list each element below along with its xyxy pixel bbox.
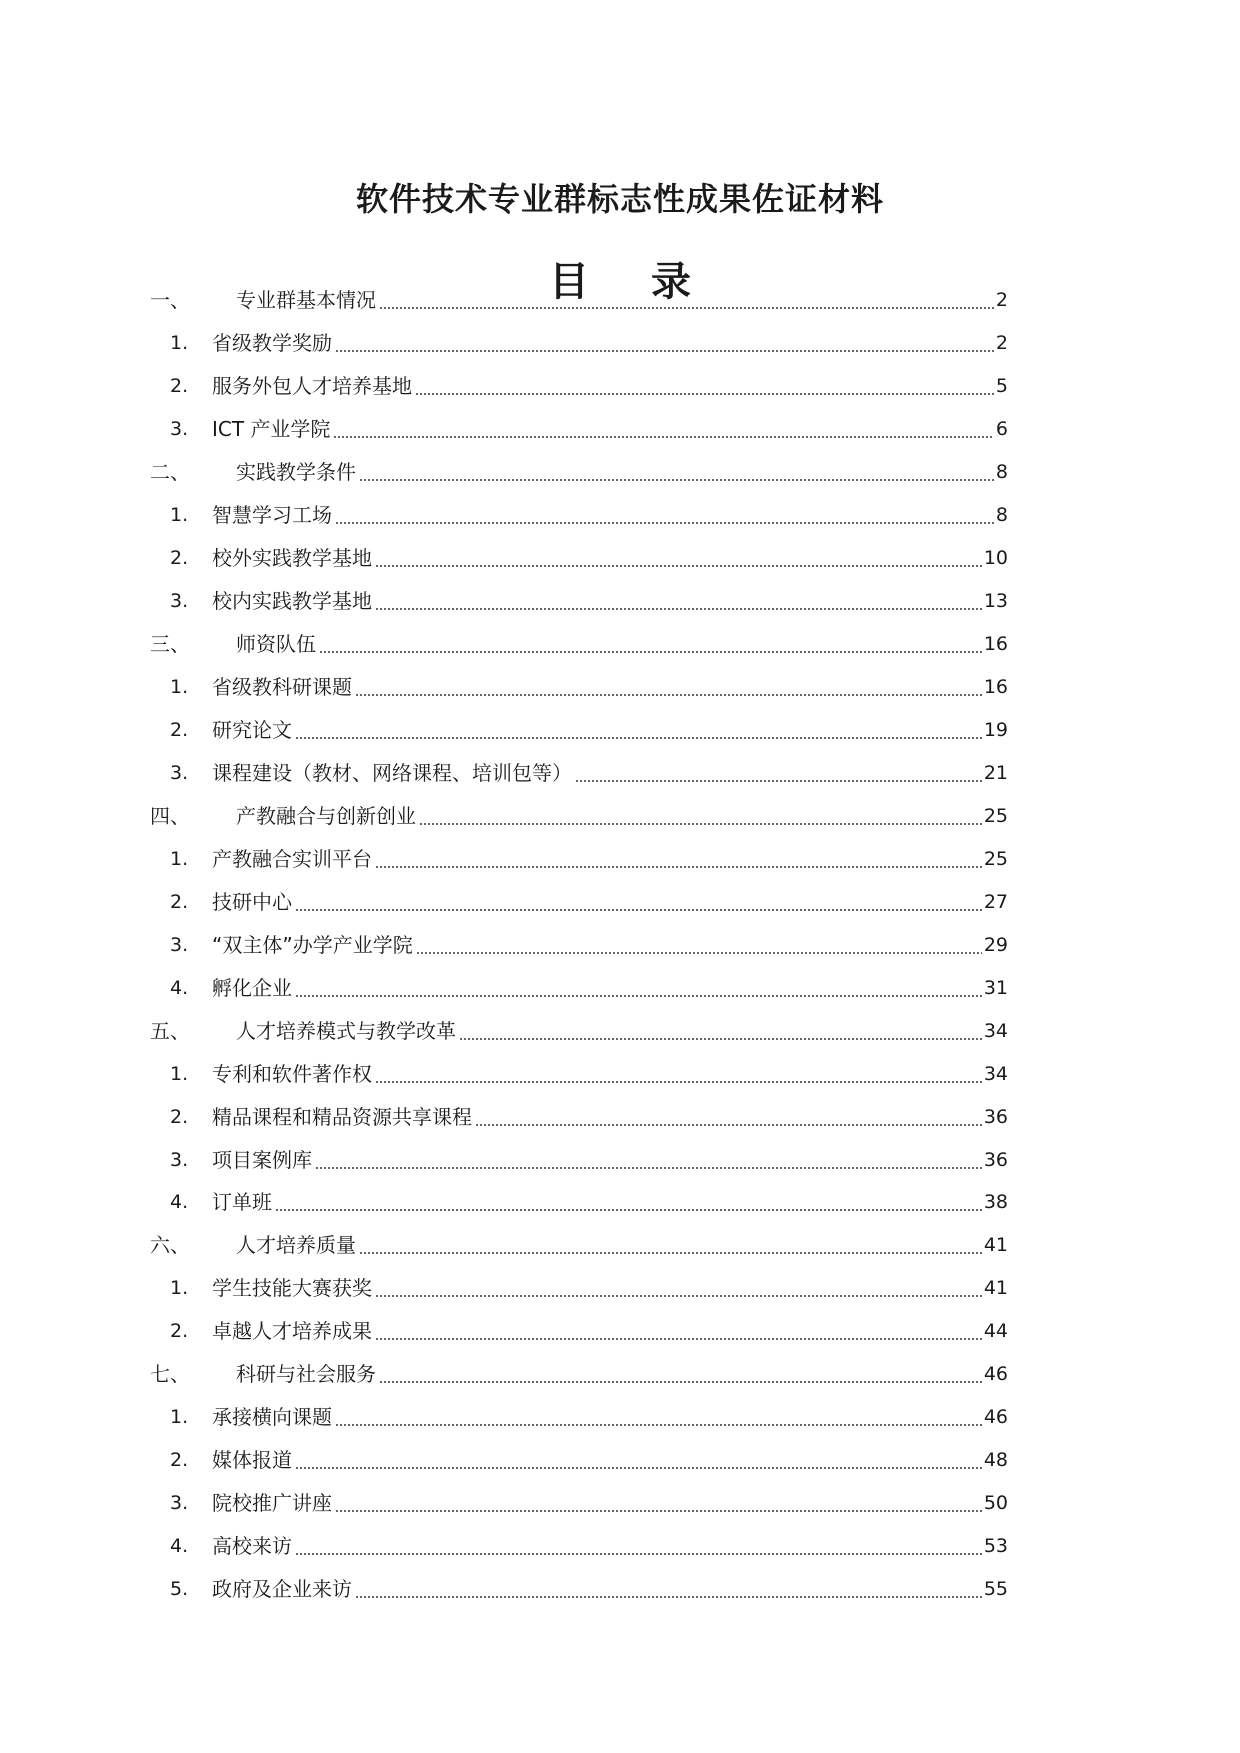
toc-dot-leader bbox=[475, 1124, 982, 1126]
toc-entry-label: 高校来访 bbox=[212, 1534, 292, 1559]
toc-entry-page-number: 36 bbox=[983, 1105, 1008, 1128]
toc-entry-page-number: 38 bbox=[983, 1191, 1008, 1214]
toc-entry-number: 1. bbox=[170, 847, 189, 870]
toc-entry-label: 校内实践教学基地 bbox=[212, 589, 372, 614]
toc-entry-number: 一、 bbox=[150, 288, 190, 313]
toc-dot-leader bbox=[335, 522, 994, 524]
toc-entry-page-number: 48 bbox=[983, 1449, 1008, 1472]
toc-entry-page-number: 13 bbox=[983, 590, 1008, 613]
toc-subsection-entry[interactable] bbox=[0, 709, 1240, 752]
toc-entry-label: “双主体”办学产业学院 bbox=[212, 932, 413, 957]
toc-entry-page-number: 41 bbox=[983, 1277, 1008, 1300]
toc-dot-leader bbox=[359, 1252, 982, 1254]
toc-dot-leader bbox=[379, 1381, 982, 1383]
toc-dot-leader bbox=[335, 350, 994, 352]
toc-entry-label: 产教融合与创新创业 bbox=[236, 803, 416, 828]
toc-entry-number: 3. bbox=[170, 1492, 189, 1515]
toc-dot-leader bbox=[459, 1038, 982, 1040]
toc-entry-page-number: 44 bbox=[983, 1320, 1008, 1343]
toc-entry-number: 1. bbox=[170, 1277, 189, 1300]
toc-entry-page-number: 16 bbox=[983, 676, 1008, 699]
toc-dot-leader bbox=[575, 780, 982, 782]
toc-entry-page-number: 34 bbox=[983, 1019, 1008, 1042]
toc-subsection-entry[interactable] bbox=[0, 1482, 1240, 1525]
toc-entry-label: 技研中心 bbox=[212, 889, 292, 914]
toc-entry-number: 六、 bbox=[150, 1233, 190, 1258]
toc-subsection-entry[interactable] bbox=[0, 751, 1240, 794]
toc-subsection-entry[interactable] bbox=[0, 537, 1240, 580]
toc-entry-number: 1. bbox=[170, 504, 189, 527]
toc-entry-page-number: 10 bbox=[983, 547, 1008, 570]
toc-entry-page-number: 16 bbox=[983, 633, 1008, 656]
toc-subsection-entry[interactable] bbox=[0, 580, 1240, 623]
toc-entry-number: 四、 bbox=[150, 803, 190, 828]
toc-dot-leader bbox=[295, 737, 982, 739]
toc-entry-label: 媒体报道 bbox=[212, 1448, 292, 1473]
toc-section-entry[interactable] bbox=[0, 794, 1240, 837]
toc-entry-page-number: 55 bbox=[983, 1578, 1008, 1601]
toc-dot-leader bbox=[335, 1424, 982, 1426]
toc-entry-page-number: 53 bbox=[983, 1535, 1008, 1558]
toc-entry-number: 3. bbox=[170, 418, 189, 441]
toc-dot-leader bbox=[415, 393, 994, 395]
toc-dot-leader bbox=[275, 1209, 982, 1211]
toc-entry-number: 1. bbox=[170, 332, 189, 355]
toc-entry-label: 订单班 bbox=[212, 1190, 272, 1215]
toc-entry-page-number: 29 bbox=[983, 933, 1008, 956]
toc-entry-label: 省级教科研课题 bbox=[212, 675, 352, 700]
toc-entry-page-number: 41 bbox=[983, 1234, 1008, 1257]
toc-dot-leader bbox=[319, 651, 982, 653]
toc-entry-number: 2. bbox=[170, 1320, 189, 1343]
toc-subsection-entry[interactable] bbox=[0, 880, 1240, 923]
toc-subsection-entry[interactable] bbox=[0, 1138, 1240, 1181]
toc-subsection-entry[interactable] bbox=[0, 408, 1240, 451]
toc-entry-number: 2. bbox=[170, 547, 189, 570]
toc-entry-label: 省级教学奖励 bbox=[212, 331, 332, 356]
toc-entry-number: 三、 bbox=[150, 632, 190, 657]
toc-entry-number: 4. bbox=[170, 1191, 189, 1214]
toc-entry-page-number: 31 bbox=[983, 976, 1008, 999]
toc-entry-page-number: 8 bbox=[995, 461, 1008, 484]
toc-dot-leader bbox=[375, 866, 982, 868]
toc-entry-page-number: 34 bbox=[983, 1062, 1008, 1085]
toc-entry-label: 卓越人才培养成果 bbox=[212, 1319, 372, 1344]
toc-entry-page-number: 2 bbox=[995, 289, 1008, 312]
toc-entry-label: 专业群基本情况 bbox=[236, 288, 376, 313]
toc-entry-number: 2. bbox=[170, 719, 189, 741]
toc-entry-page-number: 8 bbox=[995, 504, 1008, 527]
toc-subsection-entry[interactable] bbox=[0, 1095, 1240, 1138]
toc-entry-page-number: 5 bbox=[995, 375, 1008, 398]
toc-entry-number: 二、 bbox=[150, 460, 190, 485]
toc-subsection-entry[interactable] bbox=[0, 1181, 1240, 1224]
toc-entry-label: 院校推广讲座 bbox=[212, 1491, 332, 1516]
toc-entry-label: 校外实践教学基地 bbox=[212, 546, 372, 571]
toc-dot-leader bbox=[419, 823, 982, 825]
toc-entry-number: 1. bbox=[170, 676, 189, 699]
toc-entry-page-number: 50 bbox=[983, 1492, 1008, 1515]
toc-dot-leader bbox=[375, 608, 982, 610]
toc-entry-label: 科研与社会服务 bbox=[236, 1362, 376, 1387]
toc-entry-label: 精品课程和精品资源共享课程 bbox=[212, 1104, 472, 1129]
toc-subsection-entry[interactable] bbox=[0, 966, 1240, 1009]
toc-entry-number: 1. bbox=[170, 1406, 189, 1429]
toc-subsection-entry[interactable] bbox=[0, 1267, 1240, 1310]
document-title: 软件技术专业群标志性成果佐证材料 bbox=[355, 180, 884, 219]
toc-dot-leader bbox=[359, 479, 994, 481]
toc-entry-label: 人才培养模式与教学改革 bbox=[236, 1018, 456, 1043]
toc-entry-page-number: 46 bbox=[983, 1406, 1008, 1429]
toc-entry-label: 产教融合实训平台 bbox=[212, 846, 372, 871]
toc-entry-page-number: 6 bbox=[995, 418, 1008, 441]
toc-subsection-entry[interactable] bbox=[0, 666, 1240, 709]
toc-entry-label: 政府及企业来访 bbox=[212, 1577, 352, 1602]
toc-dot-leader bbox=[333, 436, 993, 438]
toc-entry-number: 五、 bbox=[150, 1018, 190, 1043]
toc-dot-leader bbox=[379, 307, 994, 309]
toc-dot-leader bbox=[416, 952, 982, 954]
toc-entry-label: 师资队伍 bbox=[236, 632, 316, 657]
toc-subsection-entry[interactable] bbox=[0, 1568, 1240, 1611]
toc-entry-page-number: 46 bbox=[983, 1363, 1008, 1386]
toc-subsection-entry[interactable] bbox=[0, 837, 1240, 880]
toc-entry-page-number: 36 bbox=[983, 1148, 1008, 1171]
toc-section-entry[interactable] bbox=[0, 1009, 1240, 1052]
toc-section-entry[interactable] bbox=[0, 279, 1240, 322]
toc-entry-label: 智慧学习工场 bbox=[212, 503, 332, 528]
toc-section-entry[interactable] bbox=[0, 1224, 1240, 1267]
toc-entry-label: ICT 产业学院 bbox=[212, 417, 331, 442]
toc-section-entry[interactable] bbox=[0, 451, 1240, 494]
toc-subsection-entry[interactable] bbox=[0, 1052, 1240, 1095]
toc-entry-label: 孵化企业 bbox=[212, 975, 292, 1000]
toc-entry-number: 2. bbox=[170, 890, 189, 913]
toc-subsection-entry[interactable] bbox=[0, 1310, 1240, 1353]
toc-dot-leader bbox=[295, 1467, 982, 1469]
toc-entry-label: 研究论文 bbox=[212, 718, 292, 742]
toc-subsection-entry[interactable] bbox=[0, 1396, 1240, 1439]
toc-entry-number: 1. bbox=[170, 1062, 189, 1085]
toc-entry-number: 2. bbox=[170, 1105, 189, 1128]
toc-entry-page-number: 19 bbox=[983, 719, 1008, 741]
toc-entry-label: 承接横向课题 bbox=[212, 1405, 332, 1430]
toc-entry-page-number: 25 bbox=[983, 847, 1008, 870]
toc-dot-leader bbox=[375, 1338, 982, 1340]
toc-entry-number: 5. bbox=[170, 1578, 189, 1601]
toc-dot-leader bbox=[295, 1553, 982, 1555]
toc-entry-number: 2. bbox=[170, 1449, 189, 1472]
toc-subsection-entry[interactable] bbox=[0, 322, 1240, 365]
toc-subsection-entry[interactable] bbox=[0, 1525, 1240, 1568]
toc-section-entry[interactable] bbox=[0, 1353, 1240, 1396]
toc-entry-number: 3. bbox=[170, 761, 189, 784]
toc-dot-leader bbox=[375, 565, 982, 567]
toc-entry-number: 3. bbox=[170, 933, 189, 956]
toc-entry-label: 专利和软件著作权 bbox=[212, 1061, 372, 1086]
toc-entry-number: 3. bbox=[170, 1148, 189, 1171]
toc-entry-label: 人才培养质量 bbox=[236, 1233, 356, 1258]
toc-entry-page-number: 2 bbox=[995, 332, 1008, 355]
toc-entry-label: 服务外包人才培养基地 bbox=[212, 374, 412, 399]
toc-entry-number: 4. bbox=[170, 1535, 189, 1558]
toc-subsection-entry[interactable] bbox=[0, 365, 1240, 408]
table-of-contents bbox=[0, 279, 1240, 1611]
toc-dot-leader bbox=[375, 1081, 982, 1083]
toc-entry-label: 项目案例库 bbox=[212, 1147, 312, 1172]
toc-entry-page-number: 27 bbox=[983, 890, 1008, 913]
toc-section-entry[interactable] bbox=[0, 623, 1240, 666]
toc-dot-leader bbox=[335, 1510, 982, 1512]
toc-entry-number: 3. bbox=[170, 590, 189, 613]
toc-subsection-entry[interactable] bbox=[0, 923, 1240, 966]
toc-entry-label: 实践教学条件 bbox=[236, 460, 356, 485]
toc-heading: 目 录 bbox=[549, 258, 715, 306]
toc-subsection-entry[interactable] bbox=[0, 494, 1240, 537]
toc-entry-number: 2. bbox=[170, 375, 189, 398]
toc-subsection-entry[interactable] bbox=[0, 1439, 1240, 1482]
toc-dot-leader bbox=[355, 694, 982, 696]
toc-dot-leader bbox=[315, 1167, 982, 1169]
toc-entry-number: 4. bbox=[170, 976, 189, 999]
toc-entry-page-number: 25 bbox=[983, 804, 1008, 827]
toc-entry-label: 课程建设（教材、网络课程、培训包等） bbox=[212, 760, 572, 785]
toc-dot-leader bbox=[355, 1596, 982, 1598]
toc-dot-leader bbox=[295, 995, 982, 997]
toc-dot-leader bbox=[295, 909, 982, 911]
toc-entry-page-number: 21 bbox=[983, 761, 1008, 784]
toc-entry-label: 学生技能大赛获奖 bbox=[212, 1276, 372, 1301]
toc-dot-leader bbox=[375, 1295, 982, 1297]
toc-entry-number: 七、 bbox=[150, 1362, 190, 1387]
